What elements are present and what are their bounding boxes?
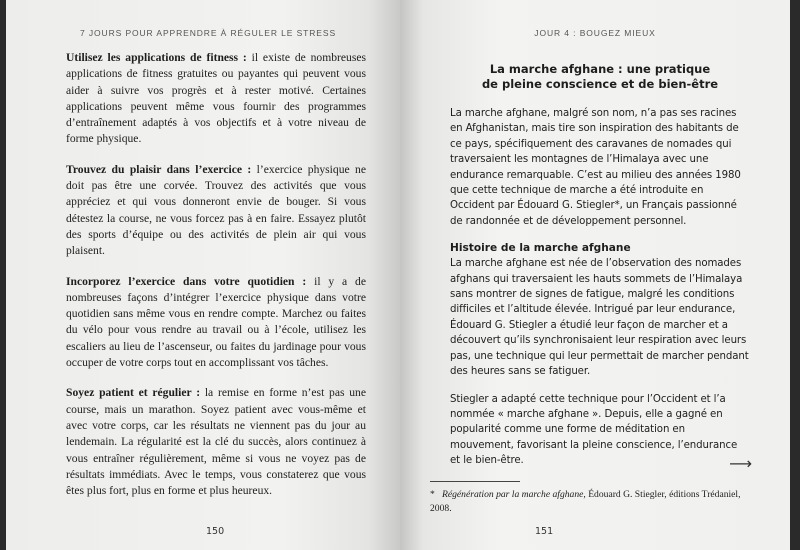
right-page-body xyxy=(450,62,750,469)
right-page xyxy=(400,0,800,550)
paragraph-daily xyxy=(66,274,366,372)
paragraph-lead: Incorporez l’exercice dans votre quotidien : xyxy=(66,274,307,288)
footnote-details: , Édouard G. Stiegler, éditions Trédaniel, 2008. xyxy=(430,489,741,514)
chapter-title xyxy=(450,62,750,92)
left-page-body xyxy=(66,50,366,513)
chapter-title-line: de pleine conscience et de bien-être xyxy=(481,77,719,91)
chapter-title-line: La marche afghane : une pratique xyxy=(489,62,711,76)
footnote xyxy=(430,488,755,516)
running-head-right: JOUR 4 : BOUGEZ MIEUX xyxy=(534,28,656,38)
page-number-left: 150 xyxy=(206,526,225,537)
footnote-rule xyxy=(430,481,520,482)
continue-arrow-icon: ⟶ xyxy=(729,454,752,473)
paragraph-pleasure xyxy=(66,162,366,260)
footnote-book-title: Régénération par la marche afghane xyxy=(442,489,584,500)
section-heading: Histoire de la marche afghane xyxy=(450,242,631,255)
paragraph-lead: Trouvez du plaisir dans l’exercice : xyxy=(66,162,252,176)
paragraph-lead: Utilisez les applications de fitness : xyxy=(66,51,247,64)
paragraph-text: l’exercice physique ne doit pas être une corvée. Trouvez des activités que vous appréciez et qui vous donneront envie de bouger. Si vous détestez la course, ne vous forcez pas à en faire. Essayez plutôt des sports d’équipe ou des activités de plein air qui vous plaisent. xyxy=(66,162,366,258)
paragraph-lead: Soyez patient et régulier : xyxy=(66,386,201,400)
paragraph-fitness-apps xyxy=(66,50,366,148)
paragraph-text: il y a de nombreuses façons d’intégrer l’exercice physique dans votre quotidien sans même vous en rendre compte. Marchez ou faites du vélo pour vous rendre au travail ou à l’école, utilisez les escaliers au lieu de l’ascenseur, ou faites du jardinage pour vous occuper de votre corps tout en accomplissant vos tâches. xyxy=(66,274,367,370)
intro-paragraph: La marche afghane, malgré son nom, n’a pas ses racines en Afghanistan, mais tire son inspiration des habitants de ce pays, spécifiquement des caravanes de nomades qui traversaient les montagnes de l’Himalaya avec une endurance remarquable. C’est au milieu des années 1980 que cette technique de marche a été introduite en Occident par Édouard G. Stiegler*, un Français passionné de randonnée et de développement personnel. xyxy=(450,108,741,227)
footnote-marker: * xyxy=(430,489,435,500)
paragraph-text: il existe de nombreuses applications de fitness gratuites ou payantes qui peuvent vous aider à suivre vos progrès et à rester motivé. Certaines applications peuvent même vous fournir des programmes d’entraînement adaptés à vos objectifs et à votre niveau de forme physique. xyxy=(66,51,366,146)
running-head-left: 7 JOURS POUR APPRENDRE À RÉGULER LE STRESS xyxy=(79,28,337,38)
adaptation-paragraph: Stiegler a adapté cette technique pour l’Occident et l’a nommée « marche afghane ». Depuis, elle a gagné en popularité comme une forme de méditation en mouvement, favorisant la pleine conscience, l’endurance et le bien-être. xyxy=(450,393,738,467)
paragraph-text: la remise en forme n’est pas une course, mais un marathon. Soyez patient avec vous-même et avec votre corps, car les résultats ne viennent pas du jour au lendemain. La régularité est la clé du succès, alors continuez à vous entraîner régulièrement, même si vous ne voyez pas de résultats immédiats. Avec le temps, vous constaterez que vous êtes plus fort, plus en forme et plus heureux. xyxy=(66,386,366,498)
history-paragraph: La marche afghane est née de l’observation des nomades afghans qui traversaient les hauts sommets de l’Himalaya sans montrer de signes de fatigue, malgré les conditions difficiles et l’altitude élevée. Intrigué par leur endurance, Édouard G. Stiegler a étudié leur façon de marcher et a découvert qu’ils synchronisaient leur respiration avec leurs pas, une technique qui leur permettait de marcher pendant des heures sans se fatiguer. xyxy=(450,258,749,378)
page-number-right: 151 xyxy=(535,526,554,537)
paragraph-patience xyxy=(66,385,366,499)
